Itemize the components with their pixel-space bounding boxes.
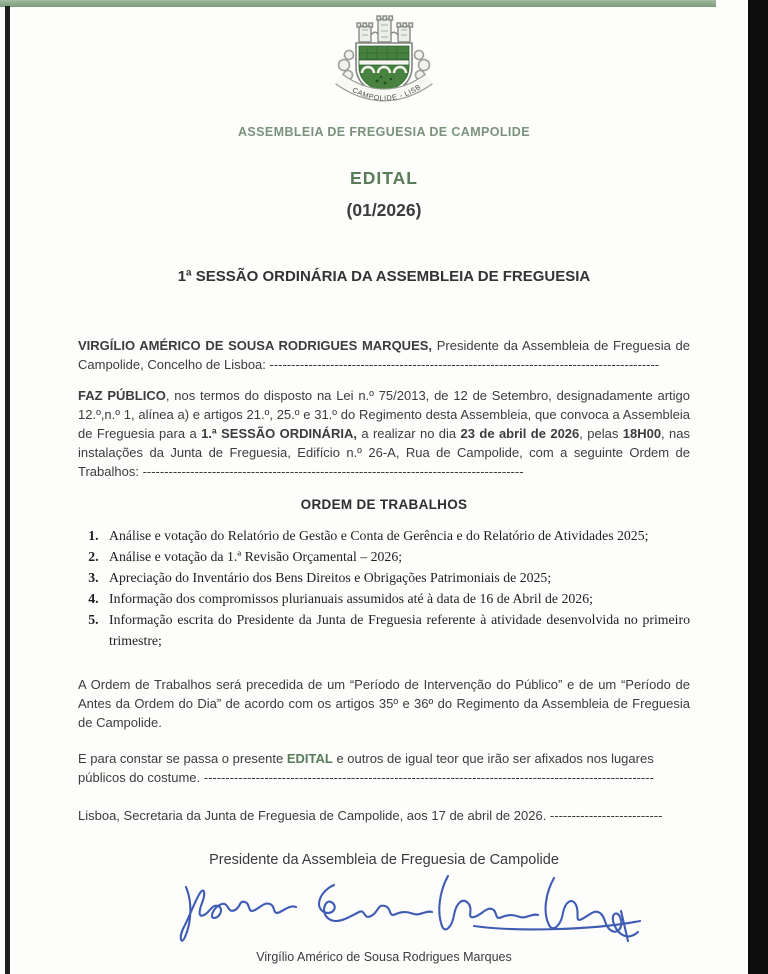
signature-role-line: Presidente da Assembleia de Freguesia de Campolide [209, 852, 559, 868]
organization-title: ASSEMBLEIA DE FREGUESIA DE CAMPOLIDE [238, 125, 530, 139]
ordem-list-item: 1. Análise e votação do Relatório de Gestão e Conta de Gerência e do Relatório de Atividades 2025; [102, 525, 690, 546]
ordem-list-item: 3. Apreciação do Inventário dos Bens Direitos e Obrigações Patrimoniais de 2025; [102, 567, 690, 588]
paragraph-periodo-intervencao: A Ordem de Trabalhos será precedida de um “Período de Intervenção do Público” e de um “Período de Antes da Ordem do Dia” de acordo com os artigos 35º e 36º do Regimento da Assembleia de Freguesia de Campolide. [78, 677, 690, 730]
coat-of-arms-icon [321, 13, 447, 113]
document-type-heading: EDITAL [350, 168, 418, 188]
paragraph-date-place: Lisboa, Secretaria da Junta de Freguesia de Campolide, aos 17 de abril de 2026. -------------------------- [78, 808, 663, 823]
ordem-de-trabalhos-list [78, 525, 690, 651]
ordem-de-trabalhos-heading: ORDEM DE TRABALHOS [300, 497, 468, 512]
document-body [78, 0, 690, 964]
paragraph-para-constar: E para constar se passa o presente EDITAL e outros de igual teor que irão ser afixados nos lugares públicos do costume. -------------------------------------------------------------------------------------------------------- [78, 751, 654, 785]
ordem-list-item: 4. Informação dos compromissos plurianuais assumidos até à data de 16 de Abril de 2026; [102, 588, 690, 609]
ordem-list-item: 5. Informação escrita do Presidente da Junta de Freguesia referente à atividade desenvolvida no primeiro trimestre; [102, 609, 690, 651]
campolide-coat-of-arms [78, 13, 690, 109]
ordem-list-item: 2. Análise e votação da 1.ª Revisão Orçamental – 2026; [102, 546, 690, 567]
paragraph-president-intro: VIRGÍLIO AMÉRICO DE SOUSA RODRIGUES MARQUES, Presidente da Assembleia de Freguesia de Campolide, Concelho de Lisboa: ------------------------------------------------------------------------------------------ [78, 338, 690, 372]
crest-banner-text: CAMPOLIDE - LISB [350, 82, 423, 103]
scan-right-edge-bar [748, 0, 768, 974]
handwritten-signature [176, 869, 690, 949]
session-title: 1ª SESSÃO ORDINÁRIA DA ASSEMBLEIA DE FREGUESIA [177, 268, 591, 285]
signer-printed-name: Virgílio Américo de Sousa Rodrigues Marques [256, 950, 512, 964]
signature-ink-icon [176, 869, 648, 949]
paragraph-faz-publico: FAZ PÚBLICO, nos termos do disposto na Lei n.º 75/2013, de 12 de Setembro, designadamente artigo 12.º,n.º 1, alínea a) e artigos 21.º, 25.º e 31.º do Regimento desta Assembleia, que convoca a Assembleia de Freguesia para a 1.ª SESSÃO ORDINÁRIA, a realizar no dia 23 de abril de 2026, pelas 18H00, nas instalações da Junta de Freguesia, Edifício n.º 26-A, Rua de Campolide, com a seguinte Ordem de Trabalhos: ---------------------------------------------------------------------------------------- [78, 388, 691, 479]
document-number: (01/2026) [346, 200, 422, 220]
scan-left-edge-line [5, 6, 10, 974]
